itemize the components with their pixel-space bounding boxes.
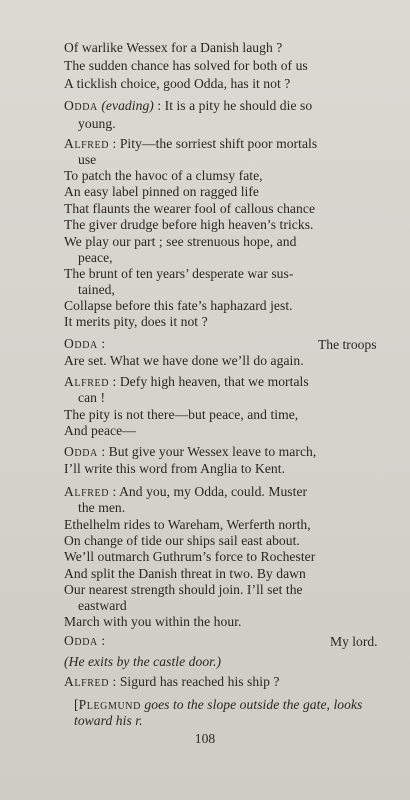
verse-line: To patch the havoc of a clumsy fate, bbox=[64, 168, 263, 183]
speaker-name: Alfred bbox=[64, 674, 110, 689]
speech-text: : Sigurd has reached his ship ? bbox=[109, 674, 280, 689]
verse-line: On change of tide our ships sail east about. bbox=[64, 533, 300, 548]
stage-direction-text: toward his r. bbox=[74, 713, 143, 728]
speech-alfred-1 bbox=[64, 136, 317, 152]
stage-direction: (evading) bbox=[101, 98, 154, 113]
speaker-name: Alfred bbox=[64, 374, 110, 389]
verse-line-continued: The troops bbox=[318, 337, 377, 352]
speaker-name: Odda bbox=[64, 98, 98, 113]
verse-line: I’ll write this word from Anglia to Kent. bbox=[64, 461, 286, 476]
character-name: Plegmund bbox=[78, 697, 141, 712]
stage-direction-block bbox=[74, 697, 362, 713]
speech-alfred-2 bbox=[64, 374, 309, 390]
verse-line: That flaunts the wearer fool of callous chance bbox=[64, 201, 316, 216]
verse-line: We play our part ; see strenuous hope, and bbox=[64, 234, 297, 249]
speech-odda-1 bbox=[64, 98, 312, 114]
speech-alfred-4 bbox=[64, 674, 279, 690]
verse-line: Collapse before this fate’s haphazard jest. bbox=[64, 298, 293, 313]
verse-line: The giver drudge before high heaven’s tricks. bbox=[64, 217, 314, 232]
bracket: [ bbox=[74, 697, 79, 712]
speech-odda-3 bbox=[64, 444, 316, 460]
page-number: 108 bbox=[194, 731, 216, 746]
speaker-name: Alfred bbox=[64, 484, 110, 499]
verse-line: use bbox=[78, 152, 97, 167]
speech-odda-4 bbox=[64, 633, 105, 649]
verse-line-continued: My lord. bbox=[330, 634, 378, 649]
speech-odda-2 bbox=[64, 336, 105, 352]
verse-line: can ! bbox=[78, 390, 106, 405]
speech-text: : bbox=[97, 336, 106, 351]
verse-line: The pity is not there—but peace, and time, bbox=[64, 407, 299, 422]
verse-line: And split the Danish threat in two. By dawn bbox=[64, 566, 306, 581]
verse-line: We’ll outmarch Guthrum’s force to Rochester bbox=[64, 549, 316, 564]
stage-direction: (He exits by the castle door.) bbox=[64, 654, 222, 669]
verse-line: peace, bbox=[78, 250, 113, 265]
verse-line: eastward bbox=[78, 598, 127, 613]
speaker-name: Odda bbox=[64, 336, 98, 351]
verse-line: Are set. What we have done we’ll do again. bbox=[64, 353, 304, 368]
speaker-name: Odda bbox=[64, 633, 98, 648]
speech-text: : bbox=[97, 633, 106, 648]
verse-line: Our nearest strength should join. I’ll set the bbox=[64, 582, 303, 597]
speaker-name: Odda bbox=[64, 444, 98, 459]
verse-line: It merits pity, does it not ? bbox=[64, 314, 208, 329]
speech-text: : But give your Wessex leave to march, bbox=[97, 444, 317, 459]
verse-line: An easy label pinned on ragged life bbox=[64, 184, 260, 199]
verse-line: The sudden chance has solved for both of us bbox=[64, 58, 308, 73]
stage-direction-text: goes to the slope outside the gate, looks bbox=[140, 697, 363, 712]
verse-line: the men. bbox=[78, 500, 126, 515]
verse-line: A ticklish choice, good Odda, has it not ? bbox=[64, 76, 291, 91]
speech-text: : Defy high heaven, that we mortals bbox=[109, 374, 309, 389]
verse-line: young. bbox=[78, 116, 116, 131]
speech-alfred-3 bbox=[64, 484, 307, 500]
verse-line: tained, bbox=[78, 282, 115, 297]
speaker-name: Alfred bbox=[64, 136, 110, 151]
speech-text: : And you, my Odda, could. Muster bbox=[109, 484, 308, 499]
speech-text: : Pity—the sorriest shift poor mortals bbox=[109, 136, 318, 151]
verse-line: March with you within the hour. bbox=[64, 614, 242, 629]
verse-line: And peace— bbox=[64, 423, 136, 438]
verse-line: The brunt of ten years’ desperate war sus- bbox=[64, 266, 294, 281]
verse-line: Of warlike Wessex for a Danish laugh ? bbox=[64, 40, 283, 55]
speech-text: : It is a pity he should die so bbox=[153, 98, 313, 113]
verse-line: Ethelhelm rides to Wareham, Werferth north, bbox=[64, 517, 311, 532]
